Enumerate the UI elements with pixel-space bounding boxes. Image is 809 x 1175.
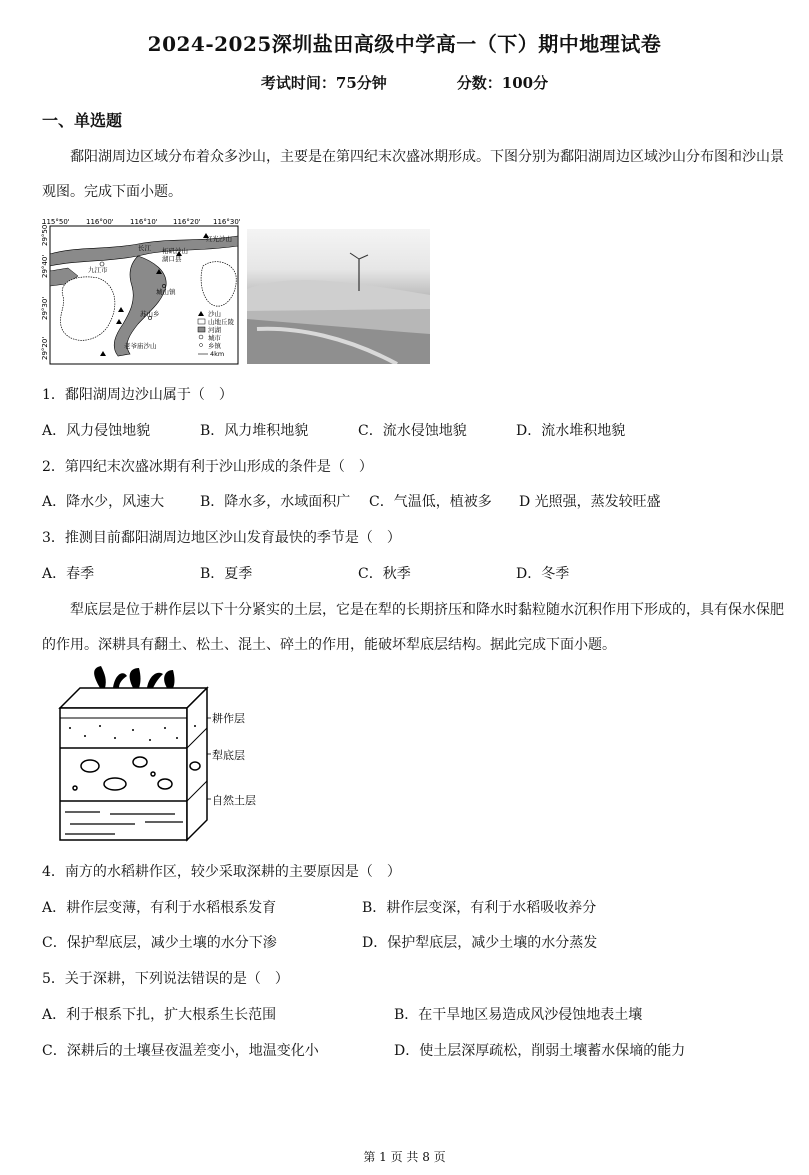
q4-option-c[interactable]: C．保护犁底层，减少土壤的水分下渗 [42,935,277,951]
exam-time: 考试时间：75分钟 [260,74,387,92]
q1-option-d[interactable]: D．流水堆积地貌 [516,423,626,439]
legend-label: 山地丘陵 [208,318,234,326]
q3-option-c[interactable]: C．秋季 [358,566,411,582]
q5-option-d[interactable]: D．使土层深厚疏松，削弱土壤蓄水保墒的能力 [394,1043,686,1059]
q5-option-b[interactable]: B．在干旱地区易造成风沙侵蚀地表土壤 [394,1007,643,1023]
place-label: 城山镇 [156,288,176,296]
question-3: 3．推测目前鄱阳湖周边地区沙山发育最快的季节是（ ） [42,530,401,546]
place-label: 红光沙山 [206,235,232,243]
layer-label-natural: 自然土层 [212,794,256,807]
passage-2: 犁底层是位于耕作层以下十分紧实的土层，它是在犁的长期挤压和降水时黏粒随水沉积作用下形成的，具有保水保肥的作用。深耕具有翻土、松土、混土、碎土的作用，能破坏犁底层结构。据此完成下面小题。 [42,602,784,653]
q2-option-d[interactable]: D 光照强，蒸发较旺盛 [519,494,661,510]
sand-mountain-photo [247,229,430,364]
q2-option-b[interactable]: B．降水多，水域面积广 [200,494,351,510]
lon-label: 116°10' [130,218,158,226]
q3-option-a[interactable]: A．春季 [42,566,95,582]
place-label: 柘矶沙山 [162,247,188,255]
photo-illustration [247,229,430,364]
soil-layer-diagram [55,666,275,846]
q1-option-a[interactable]: A．风力侵蚀地貌 [42,423,151,439]
layer-label-tillage: 耕作层 [212,712,245,725]
lat-label: 29°50' [41,222,49,246]
q1-option-c[interactable]: C．流水侵蚀地貌 [358,423,467,439]
question-1: 1．鄱阳湖周边沙山属于（ ） [42,387,233,403]
q3-option-d[interactable]: D．冬季 [516,566,570,582]
q4-option-a[interactable]: A．耕作层变薄，有利于水稻根系发育 [42,900,277,916]
place-label: 苏山乡 [140,310,160,318]
exam-title: 2024-2025深圳盐田高级中学高一（下）期中地理试卷 [147,32,662,56]
page-footer: 第 1 页 共 8 页 [363,1150,446,1164]
q4-option-d[interactable]: D．保护犁底层，减少土壤的水分蒸发 [362,935,598,951]
place-label: 老爷庙沙山 [124,342,157,350]
q2-option-c[interactable]: C．气温低，植被多 [369,494,492,510]
lat-label: 29°40' [41,254,49,278]
exam-meta [0,72,809,93]
question-5: 5．关于深耕，下列说法错误的是（ ） [42,971,289,987]
lon-label: 116°30' [213,218,241,226]
place-label: 长江 [138,244,151,252]
lon-label: 116°20' [173,218,201,226]
legend-label: 乡镇 [208,342,221,350]
sand-mountain-map [38,216,244,368]
section-heading: 一、单选题 [42,111,123,130]
legend-label: 4km [210,350,225,358]
q4-option-b[interactable]: B．耕作层变深，有利于水稻吸收养分 [362,900,597,916]
q3-option-b[interactable]: B．夏季 [200,566,253,582]
lat-label: 29°20' [41,336,49,360]
lon-label: 116°00' [86,218,114,226]
q5-option-c[interactable]: C．深耕后的土壤昼夜温差变小，地温变化小 [42,1043,319,1059]
legend-label: 城市 [208,334,221,342]
legend-label: 沙山 [208,310,221,318]
q1-option-b[interactable]: B．风力堆积地貌 [200,423,309,439]
q2-option-a[interactable]: A．降水少，风速大 [42,494,165,510]
exam-score: 分数：100分 [456,74,549,92]
q5-option-a[interactable]: A．利于根系下扎，扩大根系生长范围 [42,1007,277,1023]
passage-1: 鄱阳湖周边区域分布着众多沙山，主要是在第四纪末次盛冰期形成。下图分别为鄱阳湖周边区域沙山分布图和沙山景观图。完成下面小题。 [42,149,784,200]
layer-label-plowpan: 犁底层 [212,749,245,762]
lon-label: 115°50' [42,218,70,226]
place-label: 九江市 [88,266,108,274]
place-label: 湖口县 [162,255,182,263]
question-4: 4．南方的水稻耕作区，较少采取深耕的主要原因是（ ） [42,864,401,880]
lat-label: 29°30' [41,296,49,320]
legend-label: 河湖 [208,326,221,334]
question-2: 2．第四纪末次盛冰期有利于沙山形成的条件是（ ） [42,459,373,475]
